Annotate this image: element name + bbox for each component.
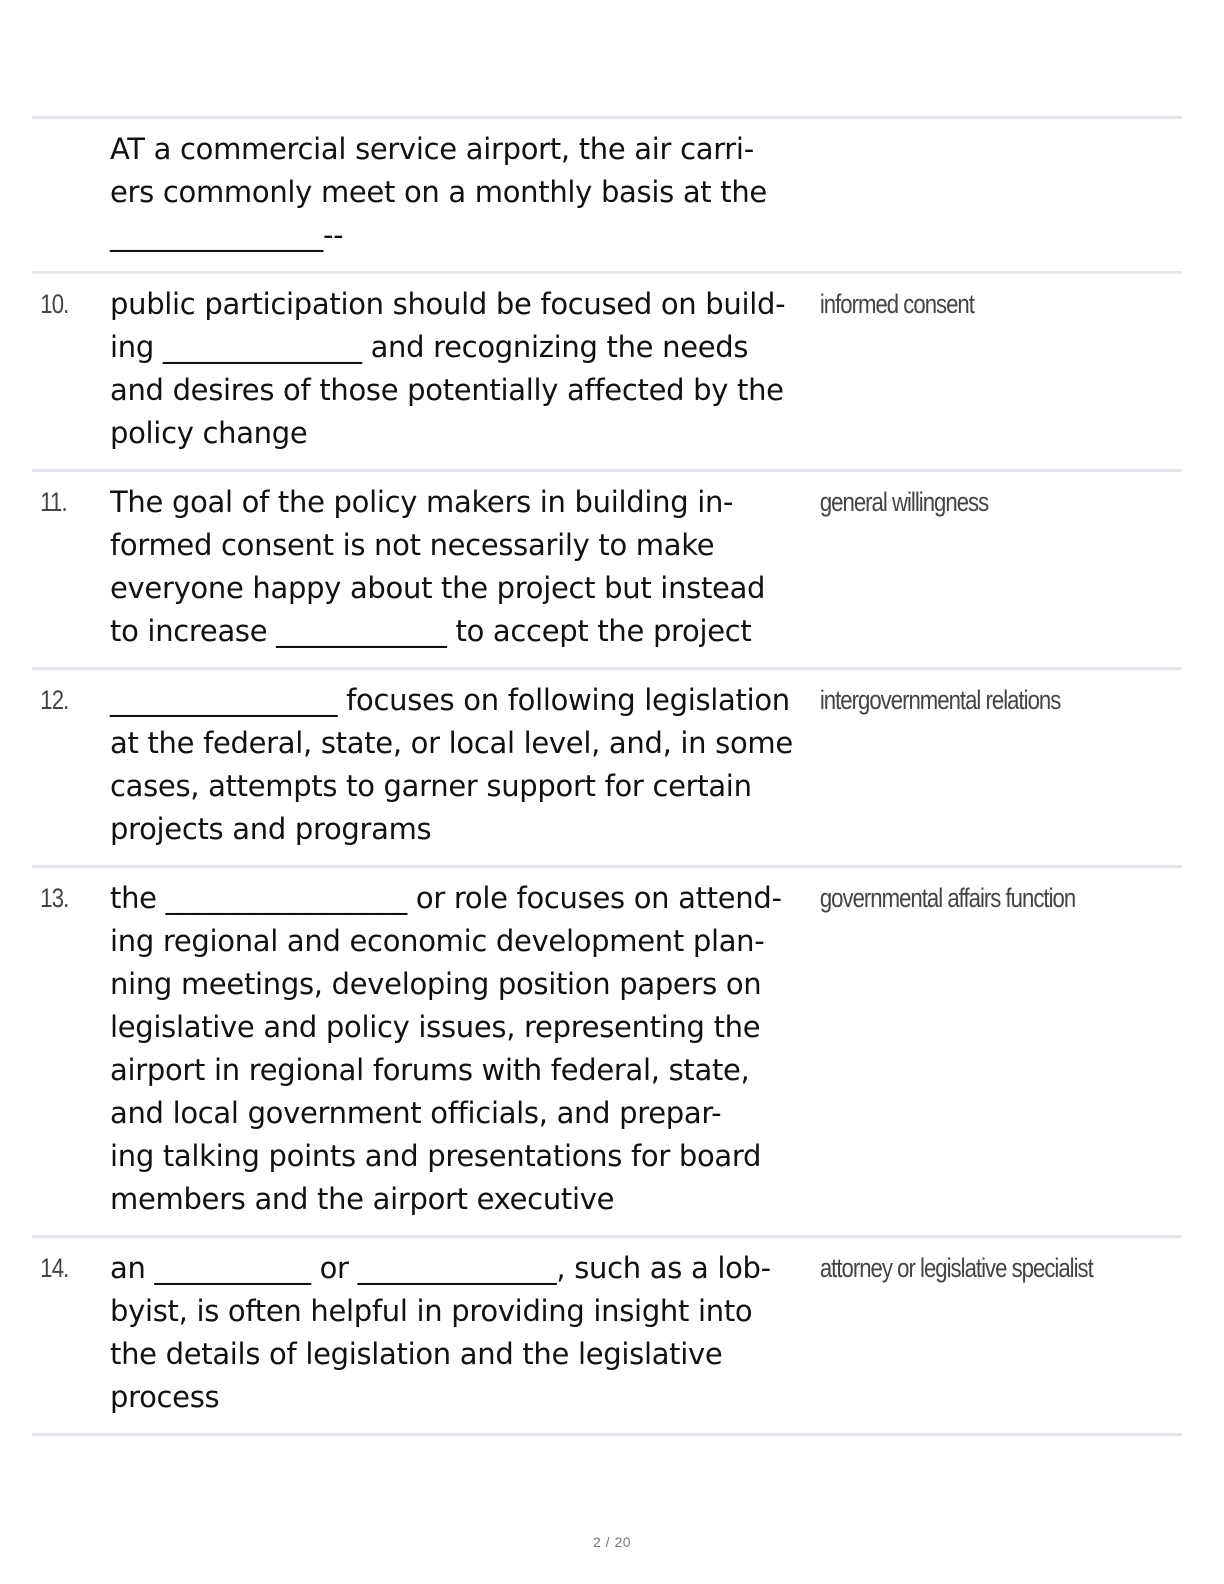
card-number: 10.: [40, 289, 69, 319]
card-number: 12.: [40, 685, 69, 715]
page-indicator: 2 / 20: [592, 1534, 632, 1550]
flashcard-row: [32, 865, 1182, 1235]
card-answer: general willingness: [819, 487, 989, 517]
card-number: 14.: [40, 1253, 69, 1283]
card-question: AT a commercial service airport, the air carri- ers commonly meet on a monthly basis at the _______________--: [110, 132, 767, 252]
flashcard-row: [32, 271, 1182, 469]
flashcard-row: [32, 116, 1182, 271]
flashcard-list: [32, 116, 1182, 1436]
card-answer: attorney or legislative specialist: [819, 1253, 1093, 1283]
card-answer: informed consent: [819, 289, 974, 319]
card-number: 11.: [40, 487, 67, 517]
card-question: an ___________ or ______________, such as a lob- byist, is often helpful in providing insight into the details of legislation and the legislative process: [110, 1251, 771, 1414]
card-answer: governmental affairs function: [819, 883, 1076, 913]
card-number: 13.: [40, 883, 69, 913]
flashcard-row: [32, 1235, 1182, 1436]
card-answer: intergovernmental relations: [819, 685, 1061, 715]
flashcard-row: [32, 667, 1182, 865]
card-question: ________________ focuses on following legislation at the federal, state, or local level, and, in some cases, attempts to garner support for certain projects and programs: [110, 683, 793, 846]
flashcard-row: [32, 469, 1182, 667]
card-question: The goal of the policy makers in building in- formed consent is not necessarily to make everyone happy about the project but instead to increase ____________ to accept the project: [110, 485, 766, 648]
card-question: public participation should be focused on build- ing ______________ and recognizing the needs and desires of those potentially affected by the policy change: [110, 287, 786, 450]
card-question: the _________________ or role focuses on attend- ing regional and economic development plan- ning meetings, developing position papers on legislative and policy issues, representing the airport in regional forums with federal, state, and local government officials, and prepar- ing talking points and presentations for board members and the airport executive: [110, 881, 782, 1216]
